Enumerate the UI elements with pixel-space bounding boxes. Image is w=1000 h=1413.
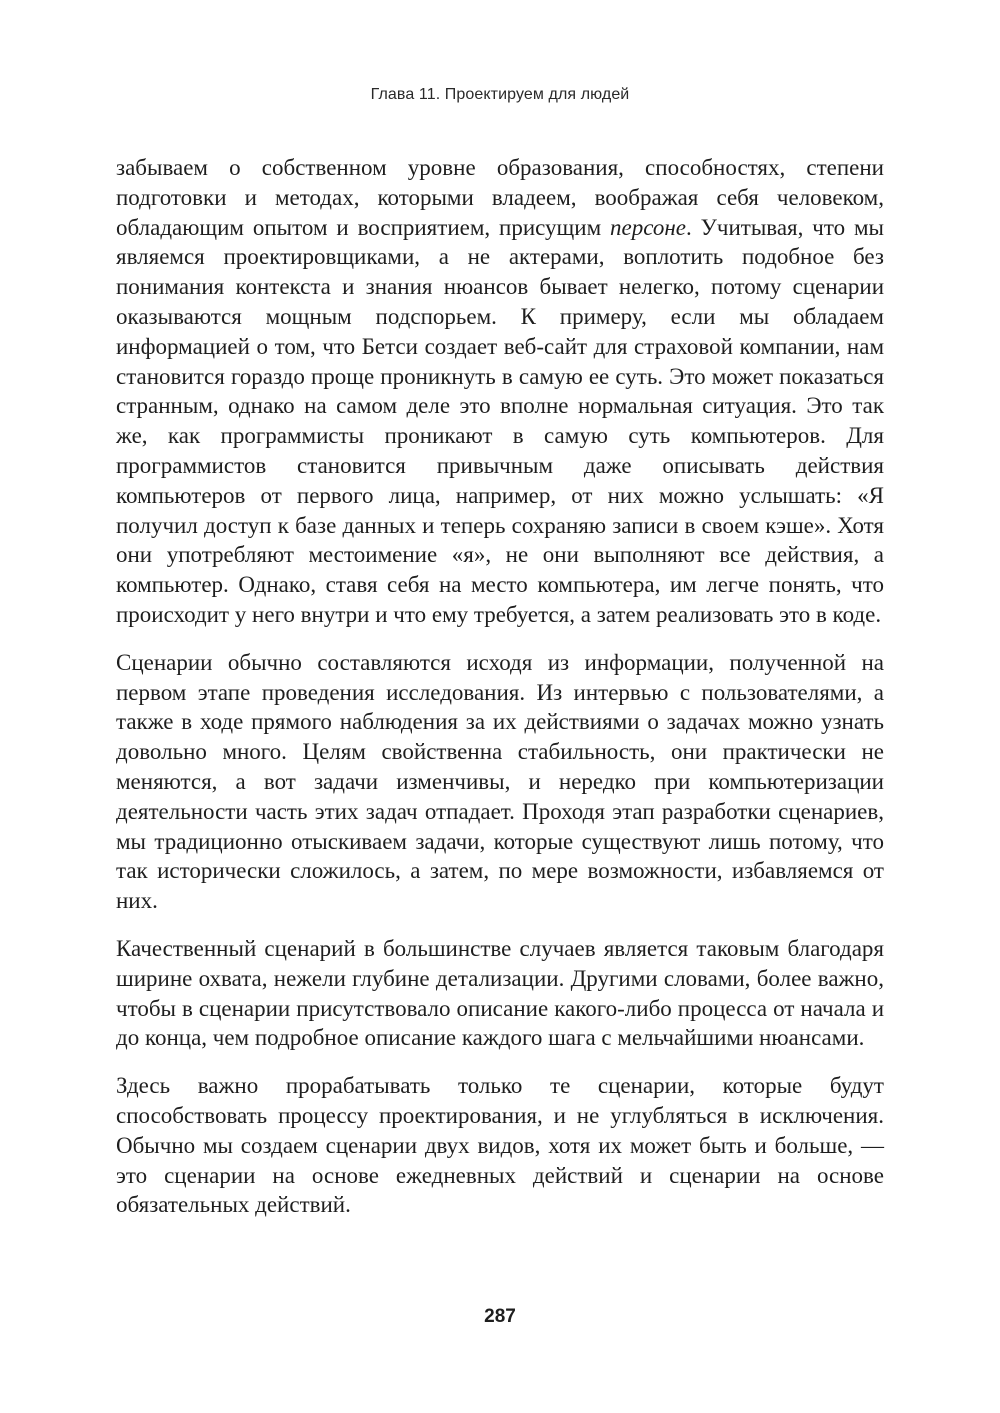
paragraph-4: Здесь важно прорабатывать только те сценарии, которые будут способствовать процессу проектирования, и не углубляться в исключения. Обычно мы создаем сценарии двух видов, хотя их может быть и больше, — это сценарии на основе ежедневных действий и сценарии на основе обязательных действий. bbox=[116, 1073, 884, 1218]
paragraph-1-text-end: . Учитывая, что мы являемся проектировщиками, а не актерами, воплотить подобное без понимания контекста и знания нюансов бывает нелегко, потому сценарии оказываются мощным подспорьем. К примеру, если мы обладаем информацией о том, что Бетси создает веб-сайт для страховой компании, нам становится гораздо проще проникнуть в самую ее суть. Это может показаться странным, однако на самом деле это вполне нормальная ситуация. Это так же, как программисты проникают в самую суть компьютеров. Для программистов становится привычным даже описывать действия компьютеров от первого лица, например, от них можно услышать: «Я получил доступ к базе данных и теперь сохраняю записи в своем кэше». Хотя они употребляют местоимение «я», не они выполняют все действия, а компьютер. Однако, ставя себя на место компьютера, им легче понять, что происходит у него внутри и что ему требуется, а затем реализовать это в коде. bbox=[116, 214, 884, 627]
paragraph-1-italic-term: персоне bbox=[610, 214, 686, 240]
running-header: Глава 11. Проектируем для людей bbox=[370, 86, 630, 103]
paragraph-2: Сценарии обычно составляются исходя из информации, полученной на первом этапе проведения исследования. Из интервью с пользователями, а также в ходе прямого наблюдения за их действиями о задачах можно узнать довольно много. Целям свойственна стабильность, они практически не меняются, а вот задачи изменчивы, и нередко при компьютеризации деятельности часть этих задач отпадает. Проходя этап разработки сценариев, мы традиционно отыскиваем задачи, которые существуют лишь потому, что так исторически сложилось, а затем, по мере возможности, избавляемся от них. bbox=[116, 649, 884, 914]
paragraph-1-text-start: забываем о собственном уровне образования, способностях, степени подготовки и методах, которыми владеем, воображая себя человеком, обладающим опытом и восприятием, присущим bbox=[116, 155, 884, 240]
page-number: 287 bbox=[484, 1306, 516, 1327]
paragraph-1 bbox=[116, 153, 884, 630]
body-text bbox=[116, 153, 884, 1238]
paragraph-3: Качественный сценарий в большинстве случаев является таковым благодаря ширине охвата, нежели глубине детализации. Другими словами, более важно, чтобы в сценарии присутствовало описание какого-либо процесса от начала и до конца, чем подробное описание каждого шага с мельчайшими нюансами. bbox=[116, 935, 884, 1051]
